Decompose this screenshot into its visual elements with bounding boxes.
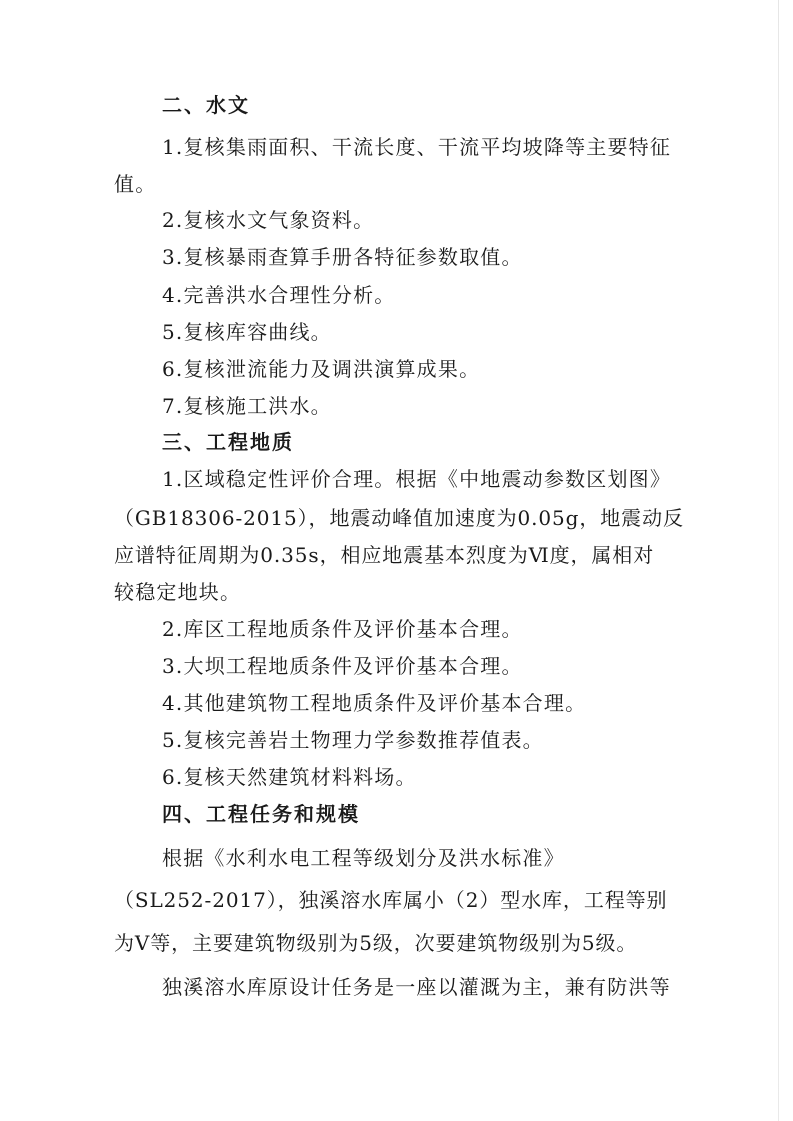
- text-line: 独溪溶水库原设计任务是一座以灌溉为主，兼有防洪等: [162, 975, 671, 999]
- text-line: 1.复核集雨面积、干流长度、干流平均坡降等主要特征: [162, 135, 672, 159]
- text-line: 7.复核施工洪水。: [162, 394, 332, 418]
- text-line: 应谱特征周期为0.35s，相应地震基本烈度为Ⅵ度，属相对: [114, 543, 655, 567]
- scan-edge-line: [778, 0, 779, 1121]
- text-line: 为Ⅴ等，主要建筑物级别为5级，次要建筑物级别为5级。: [114, 931, 638, 955]
- text-line: 4.其他建筑物工程地质条件及评价基本合理。: [162, 691, 587, 715]
- text-line: 3.大坝工程地质条件及评价基本合理。: [162, 654, 523, 678]
- text-line: （SL252-2017），独溪溶水库属小（2）型水库，工程等别: [114, 888, 668, 912]
- text-line: 值。: [114, 172, 157, 196]
- text-line: 6.复核天然建筑材料料场。: [162, 765, 417, 789]
- text-line: 3.复核暴雨查算手册各特征参数取值。: [162, 245, 523, 269]
- text-line: （GB18306-2015），地震动峰值加速度为0.05g，地震动反: [114, 506, 684, 530]
- section-heading-tasks-scale: 四、工程任务和规模: [162, 802, 360, 826]
- text-line: 根据《水利水电工程等级划分及洪水标准》: [162, 846, 565, 870]
- text-line: 6.复核泄流能力及调洪演算成果。: [162, 357, 481, 381]
- section-heading-geology: 三、工程地质: [162, 430, 294, 454]
- text-line: 5.复核库容曲线。: [162, 320, 332, 344]
- text-line: 5.复核完善岩土物理力学参数推荐值表。: [162, 728, 544, 752]
- text-line: 较稳定地块。: [114, 580, 242, 604]
- text-line: 4.完善洪水合理性分析。: [162, 283, 396, 307]
- section-heading-hydrology: 二、水文: [162, 93, 250, 117]
- text-line: 2.复核水文气象资料。: [162, 208, 375, 232]
- text-line: 1.区域稳定性评价合理。根据《中地震动参数区划图》: [162, 467, 672, 491]
- text-line: 2.库区工程地质条件及评价基本合理。: [162, 617, 523, 641]
